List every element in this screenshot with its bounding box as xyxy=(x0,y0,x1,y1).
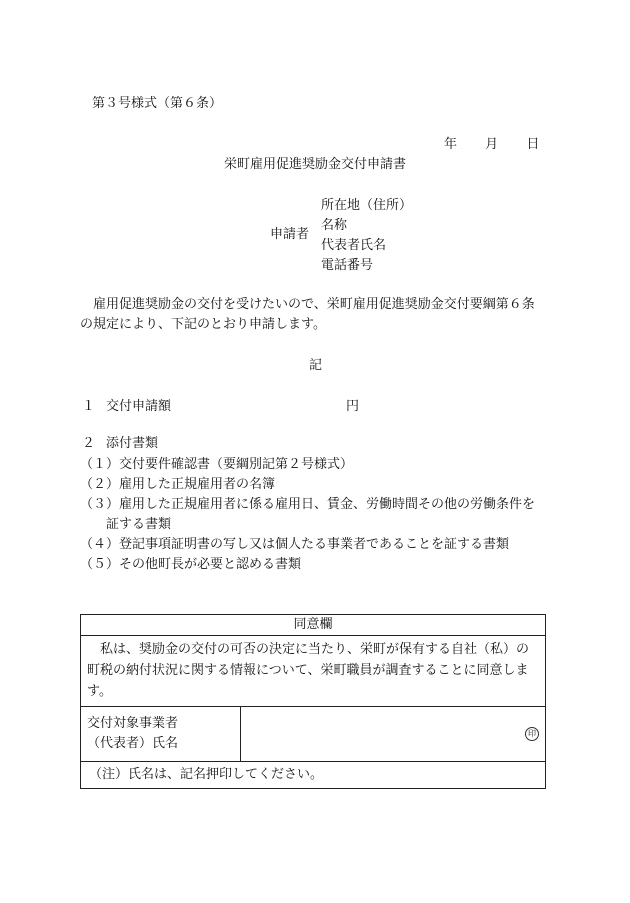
attachment-item-1: （１）交付要件確認書（要綱別記第２号様式） xyxy=(80,457,354,472)
date-line xyxy=(444,136,539,154)
attachment-item-5: （５）その他町長が必要と認める書類 xyxy=(80,557,302,572)
attachment-item-4: （４）登記事項証明書の写し又は個人たる事業者であることを証する書類 xyxy=(80,537,510,552)
signer-name-field[interactable] xyxy=(241,707,546,762)
item1-number: １ xyxy=(82,399,96,414)
form-number: 第３号様式（第６条） xyxy=(92,96,223,111)
signature-note: （注）氏名は、記名押印してください。 xyxy=(81,762,546,789)
applicant-label: 申請者 xyxy=(270,227,310,242)
applicant-representative-label: 代表者氏名 xyxy=(321,238,387,253)
applicant-fields xyxy=(321,196,412,276)
consent-table xyxy=(80,614,546,789)
consent-body: 私は、奨励金の交付の可否の決定に当たり、栄町が保有する自社（私）の町税の納付状況に関する情報について、栄町職員が調査することに同意します。 xyxy=(81,636,546,707)
item2-number: ２ xyxy=(82,436,96,451)
intro-line-2: の規定により、下記のとおり申請します。 xyxy=(80,317,326,332)
attachment-item-3: （３）雇用した正規雇用者に係る雇用日、賃金、労働時間その他の労働条件を xyxy=(80,497,536,512)
item1-unit: 円 xyxy=(346,399,360,414)
intro-line-1: 雇用促進奨励金の交付を受けたいので、栄町雇用促進奨励金交付要綱第６条 xyxy=(93,297,535,312)
attachment-item-2: （２）雇用した正規雇用者の名簿 xyxy=(80,477,276,492)
signer-label-cell xyxy=(81,707,241,762)
applicant-address-label: 所在地（住所） xyxy=(321,198,413,213)
item1-label: 交付申請額 xyxy=(106,399,172,414)
applicant-phone-label: 電話番号 xyxy=(321,258,374,273)
date-month: 月 xyxy=(485,137,499,152)
signer-label-line-1: 交付対象事業者 xyxy=(87,716,179,731)
attachment-item-3-cont: 証する書類 xyxy=(106,517,172,532)
consent-heading: 同意欄 xyxy=(81,615,546,636)
applicant-name-label: 名称 xyxy=(321,218,348,233)
signer-label-line-2: （代表者）氏名 xyxy=(87,736,179,751)
seal-mark: 印 xyxy=(525,727,539,741)
ki-heading: 記 xyxy=(309,358,323,373)
item2-label: 添付書類 xyxy=(106,436,159,451)
date-year: 年 xyxy=(444,137,458,152)
date-day: 日 xyxy=(526,137,540,152)
document-title: 栄町雇用促進奨励金交付申請書 xyxy=(224,157,407,172)
